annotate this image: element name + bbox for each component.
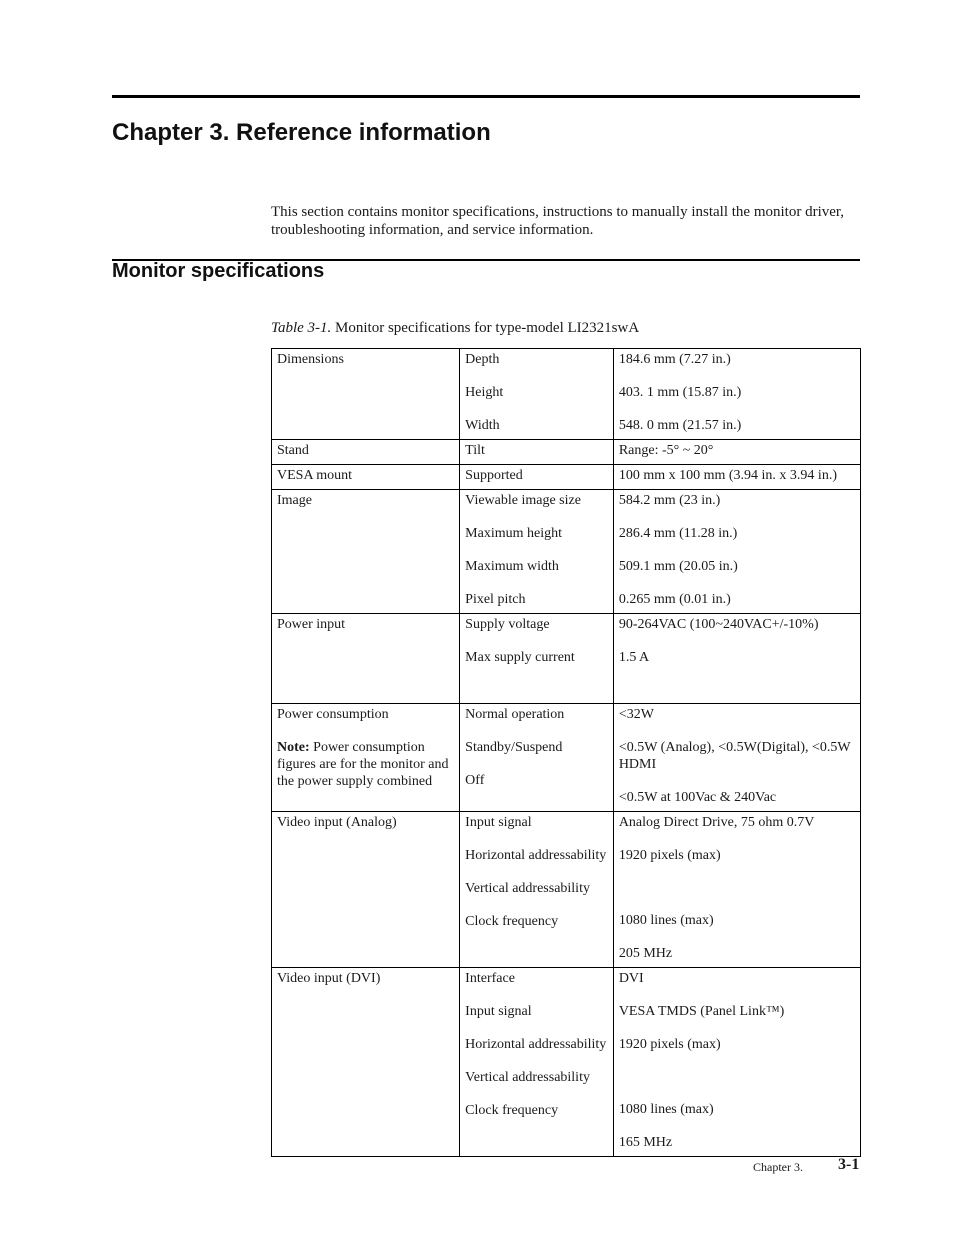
category-label: Image — [277, 493, 312, 508]
section-title: Monitor specifications — [112, 260, 325, 282]
item-name: Horizontal addressability — [465, 848, 607, 863]
item-value: 1080 lines (max) — [618, 1102, 714, 1117]
item-name: Clock frequency — [465, 1103, 559, 1118]
table-row — [272, 968, 861, 1157]
table-row — [272, 614, 861, 704]
item-name: Interface — [465, 971, 515, 986]
item-name: Pixel pitch — [465, 592, 526, 607]
table-row — [272, 812, 861, 968]
item-name: Horizontal addressability — [465, 1037, 607, 1052]
item-value: <0.5W (Analog), <0.5W(Digital), <0.5W HDMI — [618, 740, 851, 772]
item-name: Depth — [465, 352, 500, 367]
table-row — [272, 465, 861, 490]
item-name: Standby/Suspend — [465, 740, 563, 755]
table-row — [272, 704, 861, 812]
item-name: Vertical addressability — [465, 881, 590, 896]
row-category — [272, 465, 460, 490]
item-name: Height — [465, 385, 504, 400]
item-value: 165 MHz — [618, 1135, 673, 1150]
item-name: Input signal — [465, 1004, 532, 1019]
item-name: Max supply current — [465, 650, 575, 665]
item-value: 509.1 mm (20.05 in.) — [618, 559, 738, 574]
item-value: Range: -5° ~ 20° — [618, 443, 714, 458]
row-category — [272, 490, 460, 614]
table-caption-label: Table 3-1. — [271, 320, 332, 336]
row-items — [460, 490, 614, 614]
row-category — [272, 812, 460, 968]
note-text: Power consumption figures are for the monitor and the power supply combined — [277, 740, 449, 789]
item-name: Vertical addressability — [465, 1070, 590, 1085]
item-name: Width — [465, 418, 500, 433]
item-value: 90-264VAC (100~240VAC+/-10%) — [618, 617, 819, 632]
table-caption-text: Monitor specifications for type-model LI2321swA — [335, 320, 640, 336]
category-label: Video input (DVI) — [277, 971, 381, 986]
row-values — [613, 490, 860, 614]
row-items — [460, 812, 614, 968]
item-value: 584.2 mm (23 in.) — [618, 493, 721, 508]
row-values — [613, 968, 860, 1157]
row-values — [613, 465, 860, 490]
category-label: VESA mount — [277, 468, 353, 483]
item-value: 100 mm x 100 mm (3.94 in. x 3.94 in.) — [618, 468, 837, 483]
category-label: Video input (Analog) — [277, 815, 397, 830]
item-value: DVI — [618, 971, 644, 986]
row-items — [460, 465, 614, 490]
item-value: 184.6 mm (7.27 in.) — [618, 352, 731, 367]
row-items — [460, 440, 614, 465]
item-name: Clock frequency — [465, 914, 559, 929]
item-name: Supported — [465, 468, 523, 483]
spec-table — [271, 348, 861, 1157]
item-value: 403. 1 mm (15.87 in.) — [618, 385, 742, 400]
row-items — [460, 968, 614, 1157]
table-row — [272, 349, 861, 440]
chapter-title: Chapter 3. Reference information — [112, 119, 491, 146]
item-value: 548. 0 mm (21.57 in.) — [618, 418, 742, 433]
note-label: Note: — [277, 740, 310, 755]
item-value: <0.5W at 100Vac & 240Vac — [618, 790, 777, 805]
item-value: 1920 pixels (max) — [618, 848, 721, 863]
item-name: Supply voltage — [465, 617, 550, 632]
row-values — [613, 349, 860, 440]
item-value: 1080 lines (max) — [618, 913, 714, 928]
power-note — [277, 739, 454, 790]
item-value: 1.5 A — [618, 650, 650, 665]
table-row — [272, 490, 861, 614]
item-value: VESA TMDS (Panel Link™) — [618, 1004, 785, 1019]
table-caption — [271, 319, 639, 337]
item-name: Input signal — [465, 815, 532, 830]
category-label: Power input — [277, 617, 346, 632]
footer-page-number: 3-1 — [838, 1156, 860, 1173]
item-value: 1920 pixels (max) — [618, 1037, 721, 1052]
row-category — [272, 614, 460, 704]
intro-paragraph: This section contains monitor specifications, instructions to manually install the monitor driver, troubleshooting information, and service information. — [271, 204, 845, 238]
row-values — [613, 614, 860, 704]
row-category — [272, 349, 460, 440]
item-name: Maximum height — [465, 526, 562, 541]
item-value: 205 MHz — [618, 946, 673, 961]
top-rule — [112, 95, 860, 98]
item-name: Tilt — [465, 443, 485, 458]
row-category — [272, 440, 460, 465]
category-label: Stand — [277, 443, 309, 458]
row-values — [613, 812, 860, 968]
footer-chapter-label: Chapter 3. — [753, 1160, 803, 1174]
category-label: Power consumption — [277, 707, 389, 722]
item-name: Normal operation — [465, 707, 565, 722]
item-name: Off — [465, 773, 485, 788]
row-category — [272, 968, 460, 1157]
item-value: 0.265 mm (0.01 in.) — [618, 592, 731, 607]
row-values — [613, 704, 860, 812]
item-value: <32W — [618, 707, 654, 722]
item-name: Viewable image size — [465, 493, 581, 508]
row-category — [272, 704, 460, 812]
row-items — [460, 704, 614, 812]
row-values — [613, 440, 860, 465]
row-items — [460, 614, 614, 704]
item-value: Analog Direct Drive, 75 ohm 0.7V — [618, 815, 815, 830]
item-name: Maximum width — [465, 559, 559, 574]
category-label: Dimensions — [277, 352, 344, 367]
row-items — [460, 349, 614, 440]
item-value: 286.4 mm (11.28 in.) — [618, 526, 738, 541]
table-row — [272, 440, 861, 465]
